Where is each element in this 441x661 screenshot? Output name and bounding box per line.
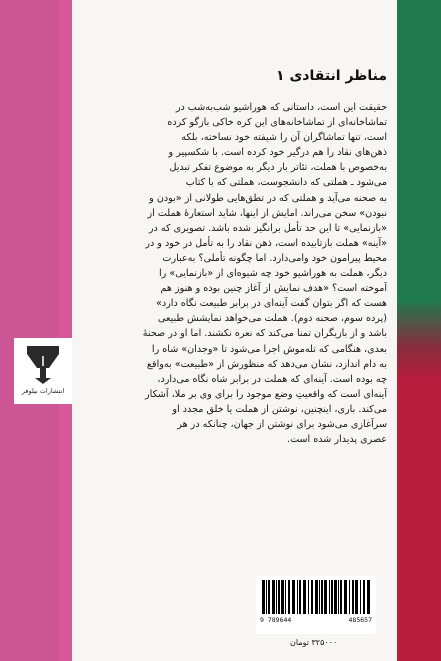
blurb-text bbox=[82, 100, 387, 447]
blurb-line: «آینه» هملت بازتابیده است، ذهن نقاد را به تأمل در خود و در bbox=[145, 237, 387, 249]
barcode-bar bbox=[367, 580, 370, 614]
left-color-band bbox=[0, 0, 72, 661]
barcode-bar bbox=[338, 580, 339, 614]
barcode-bar bbox=[276, 580, 277, 614]
barcode-bar bbox=[355, 580, 358, 614]
blurb-line: به صحنه می‌آید و هملتی که در تطق‌هایی طولانی از «بودن و bbox=[149, 192, 387, 204]
barcode-bar bbox=[278, 580, 280, 614]
blurb-line: می‌کند. باری، اینچنین، نوشتن از هملت یا خلق مجدد او bbox=[172, 403, 387, 415]
publisher-book-pen-icon bbox=[25, 344, 61, 384]
publisher-logo bbox=[14, 338, 72, 404]
barcode-bar bbox=[285, 580, 286, 614]
barcode-bar bbox=[352, 580, 354, 614]
blurb-line: بعدی، هنگامی که تله‌موش اجرا می‌شود تا «وجدان» شاه را bbox=[151, 343, 387, 355]
back-cover-page bbox=[21, 0, 397, 661]
barcode-bar bbox=[319, 580, 320, 614]
isbn-right: 485657 bbox=[348, 616, 372, 624]
blurb-line: آینه‌ای است که واقعیتِ وضع موجود را برای وی بر ملا، آشکار bbox=[145, 388, 387, 400]
blurb-line: دیگر، هملت به هوراشیو خود چه شیوه‌ای از «بازنمایی» را bbox=[159, 268, 387, 280]
blurb-line: ذهن‌های نقاد را هم درگیر خود کرده است. با شکسپیر و bbox=[168, 147, 387, 159]
isbn-left: 9 789644 bbox=[260, 616, 292, 624]
blurb-line: هست که اگر بتوان گفت آینه‌ای در برابر طبیعت نگاه دارد» bbox=[156, 298, 387, 310]
blurb-line: باشد و از بازیگران تمنا می‌کند که نعره نکشند. اما او در صحنهٔ bbox=[142, 328, 387, 340]
barcode-bar bbox=[308, 580, 309, 614]
barcode-bar bbox=[292, 580, 295, 614]
barcode-bar bbox=[268, 580, 270, 614]
barcode-bar bbox=[299, 580, 301, 614]
barcode-bar bbox=[321, 580, 323, 614]
barcode-bar bbox=[266, 580, 267, 614]
blurb-line: نبودن» سخن می‌راند. امایش از اینها، شاید استعارهٔ هملت از bbox=[147, 207, 387, 219]
barcode-bar bbox=[340, 580, 342, 614]
barcode-bar bbox=[311, 580, 313, 614]
barcode-bar bbox=[262, 580, 265, 614]
blurb-line: به دام اندازد، نشان می‌دهد که منظورش از «طبیعت» به‌واقع bbox=[146, 358, 387, 370]
barcode bbox=[256, 576, 376, 634]
publisher-name: انتشارات نیلوفر bbox=[21, 387, 65, 395]
barcode-bar bbox=[363, 580, 365, 614]
barcode-bar bbox=[360, 580, 361, 614]
blurb-line: «بازنمایی» تا این حد تأمل برانگیز شده باشد. تصویری که در bbox=[148, 222, 387, 234]
barcode-bar bbox=[303, 580, 306, 614]
blurb-line: چه بوده است. آینه‌ای که هملت در برابر شاه نگاه می‌دارد، bbox=[157, 373, 387, 385]
blurb-line: به‌خصوص با هملت، تئاتر بار دیگر به موضوع تفکر تبدیل bbox=[169, 162, 387, 174]
barcode-bar bbox=[272, 580, 275, 614]
barcode-bar bbox=[315, 580, 318, 614]
barcode-bar bbox=[288, 580, 290, 614]
blurb-line: عصری پدیدار شده است. bbox=[287, 434, 387, 446]
book-title: مناظر انتقادی ۱ bbox=[276, 68, 387, 84]
barcode-bar bbox=[329, 580, 330, 614]
barcode-bar bbox=[297, 580, 298, 614]
blurb-line: می‌شود ـ هملتی که دانشجوست، هملتی که با کتاب bbox=[185, 177, 387, 189]
right-color-band bbox=[397, 0, 441, 661]
blurb-line: محیط پیرامون خود وامی‌دارد. اما چگونه تأملی؟ به‌عبارت bbox=[162, 252, 387, 264]
blurb-line: (پرده سوم، صحنه دوم). هملت می‌خواهد نمایشش طبیعی bbox=[157, 313, 387, 325]
blurb-line: حقیقت این است، داستانی که هوراشیو شب‌به‌شب در bbox=[175, 102, 387, 113]
barcode-bar bbox=[334, 580, 337, 614]
barcode-bar bbox=[331, 580, 333, 614]
barcode-bar bbox=[344, 580, 347, 614]
price-label: ۳۲۵۰۰۰ تومان bbox=[290, 638, 338, 647]
blurb-line: سرآغازی می‌شود برای نوشتن از جهان، چنانکه در هر bbox=[177, 418, 387, 430]
barcode-bar bbox=[281, 580, 284, 614]
barcode-bar bbox=[349, 580, 350, 614]
blurb-line: است، تنها تماشاگران آن را شیفته خود نساخته، بلکه bbox=[181, 132, 387, 144]
blurb-line: تماشاخانه‌ای از تماشاخانه‌های این کره خاکی بازگو کرده bbox=[167, 117, 387, 129]
blurb-line: آموخته است؟ «هدف نمایش از آغاز چنین بوده و هنوز هم bbox=[160, 283, 387, 295]
barcode-bar bbox=[324, 580, 327, 614]
